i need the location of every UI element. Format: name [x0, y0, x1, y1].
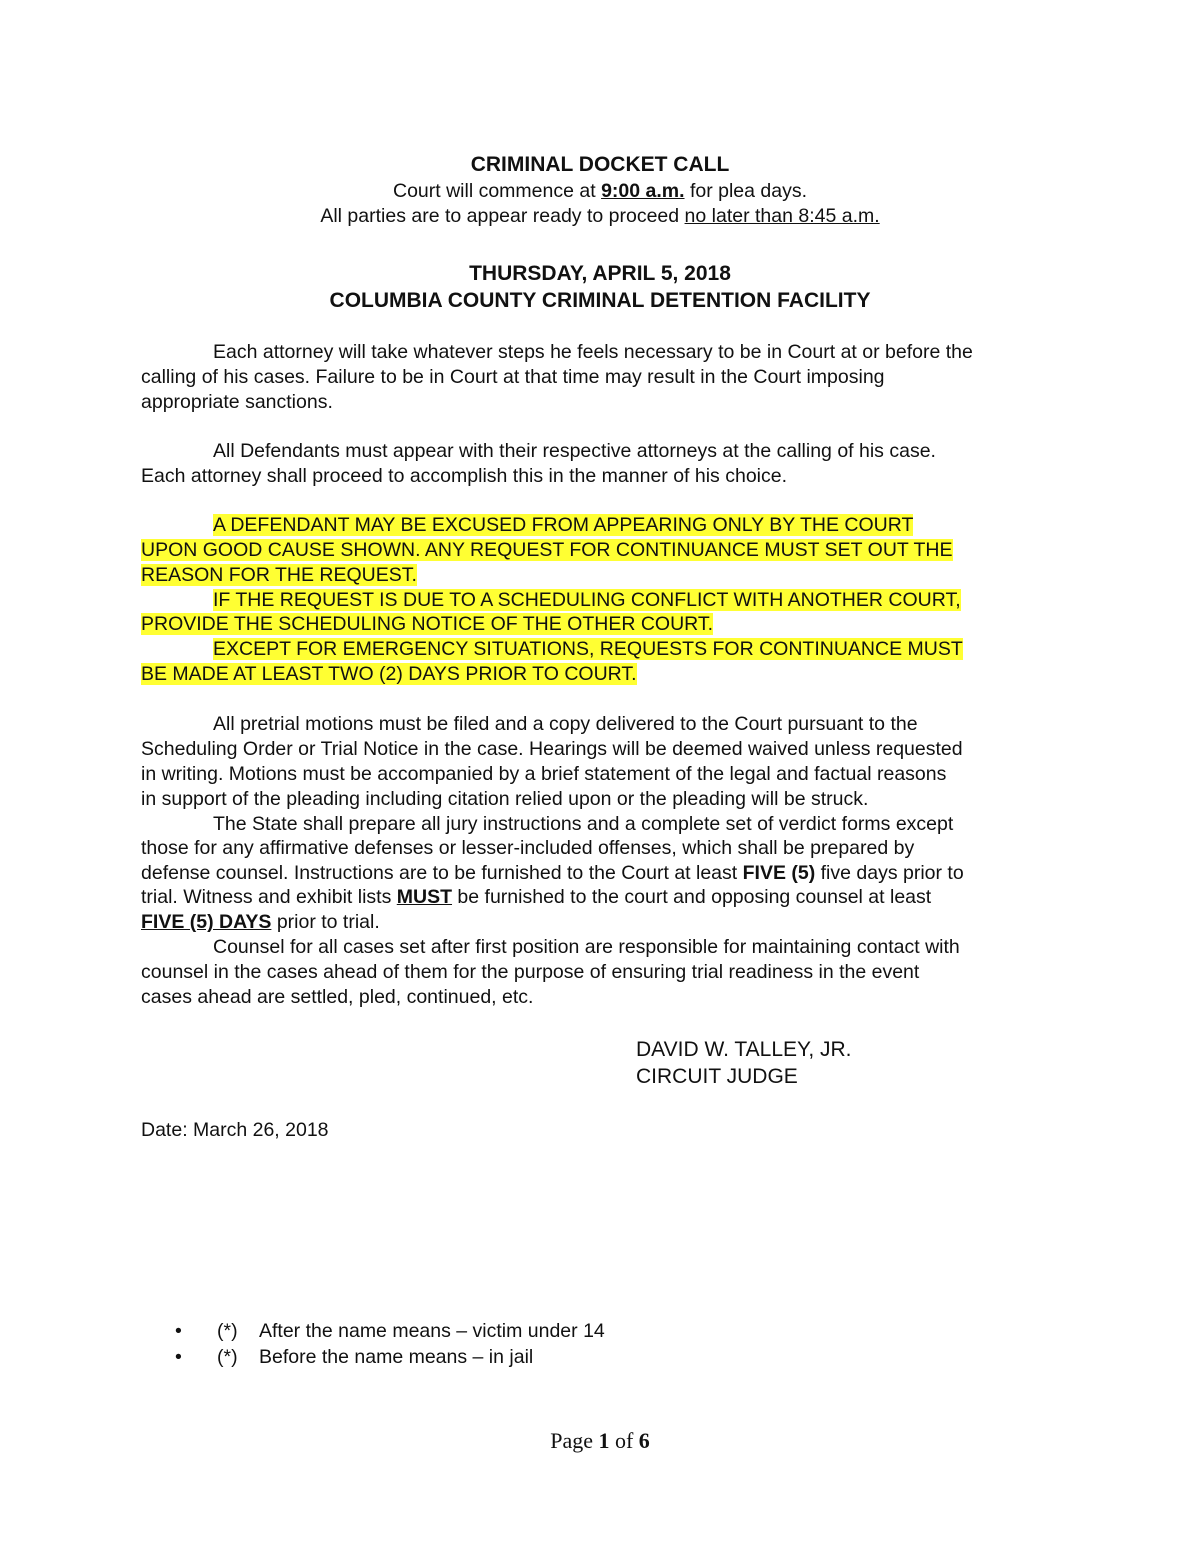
para1-line: calling of his cases. Failure to be in Court at that time may result in the Court imposing: [141, 366, 885, 388]
judge-name: DAVID W. TALLEY, JR.: [636, 1038, 852, 1061]
para1-line: Each attorney will take whatever steps he feels necessary to be in Court at or before the: [213, 341, 973, 363]
highlight-line: EXCEPT FOR EMERGENCY SITUATIONS, REQUESTS FOR CONTINUANCE MUST: [213, 638, 963, 660]
para2-line: All Defendants must appear with their respective attorneys at the calling of his case.: [213, 440, 936, 462]
highlight-line: A DEFENDANT MAY BE EXCUSED FROM APPEARING ONLY BY THE COURT: [213, 514, 914, 536]
session-location: COLUMBIA COUNTY CRIMINAL DETENTION FACILITY: [329, 289, 871, 312]
judge-title: CIRCUIT JUDGE: [636, 1065, 798, 1088]
highlight-line: REASON FOR THE REQUEST.: [141, 564, 417, 586]
highlight-line: PROVIDE THE SCHEDULING NOTICE OF THE OTHER COURT.: [141, 613, 714, 635]
legend-mark: (*): [217, 1346, 238, 1368]
page-total: 6: [638, 1428, 650, 1453]
legend-text: Before the name means – in jail: [259, 1346, 534, 1368]
date-line: Date: March 26, 2018: [141, 1119, 329, 1141]
legend-mark: (*): [217, 1320, 238, 1342]
page-current: 1: [598, 1428, 610, 1453]
para4-line: those for any affirmative defenses or lesser-included offenses, which shall be prepared by: [141, 837, 915, 859]
para4-line: trial. Witness and exhibit lists MUST be furnished to the court and opposing counsel at least: [141, 886, 932, 908]
para5-line: cases ahead are settled, pled, continued, etc.: [141, 986, 534, 1008]
appear-line: All parties are to appear ready to proceed no later than 8:45 a.m.: [320, 205, 880, 227]
para4-line: The State shall prepare all jury instructions and a complete set of verdict forms except: [213, 813, 954, 835]
appear-deadline: no later than 8:45 a.m.: [684, 205, 880, 227]
highlight-line: IF THE REQUEST IS DUE TO A SCHEDULING CONFLICT WITH ANOTHER COURT,: [213, 589, 961, 611]
commence-time: 9:00 a.m.: [601, 180, 685, 202]
highlight-line: BE MADE AT LEAST TWO (2) DAYS PRIOR TO COURT.: [141, 663, 637, 685]
para3-line: All pretrial motions must be filed and a copy delivered to the Court pursuant to the: [213, 713, 918, 735]
para4-line: FIVE (5) DAYS prior to trial.: [141, 911, 380, 933]
page-footer: Page 1 of 6: [550, 1428, 650, 1453]
para5-line: counsel in the cases ahead of them for the purpose of ensuring trial readiness in the event: [141, 961, 920, 983]
commence-line: Court will commence at 9:00 a.m. for plea days.: [392, 180, 808, 202]
session-date: THURSDAY, APRIL 5, 2018: [469, 262, 731, 285]
highlight-line: UPON GOOD CAUSE SHOWN. ANY REQUEST FOR CONTINUANCE MUST SET OUT THE: [141, 539, 953, 561]
para4-line: defense counsel. Instructions are to be furnished to the Court at least FIVE (5) five days prior to: [141, 862, 964, 884]
para2-line: Each attorney shall proceed to accomplish this in the manner of his choice.: [141, 465, 788, 487]
para3-line: in support of the pleading including citation relied upon or the pleading will be struck.: [141, 788, 869, 810]
bullet-icon: •: [175, 1346, 182, 1368]
para3-line: Scheduling Order or Trial Notice in the case. Hearings will be deemed waived unless requested: [141, 738, 963, 760]
docket-title: CRIMINAL DOCKET CALL: [470, 153, 730, 176]
para1-line: appropriate sanctions.: [141, 391, 333, 413]
para5-line: Counsel for all cases set after first position are responsible for maintaining contact with: [213, 936, 960, 958]
para3-line: in writing. Motions must be accompanied by a brief statement of the legal and factual reasons: [141, 763, 947, 785]
bullet-icon: •: [175, 1320, 182, 1342]
legend-text: After the name means – victim under 14: [259, 1320, 605, 1342]
